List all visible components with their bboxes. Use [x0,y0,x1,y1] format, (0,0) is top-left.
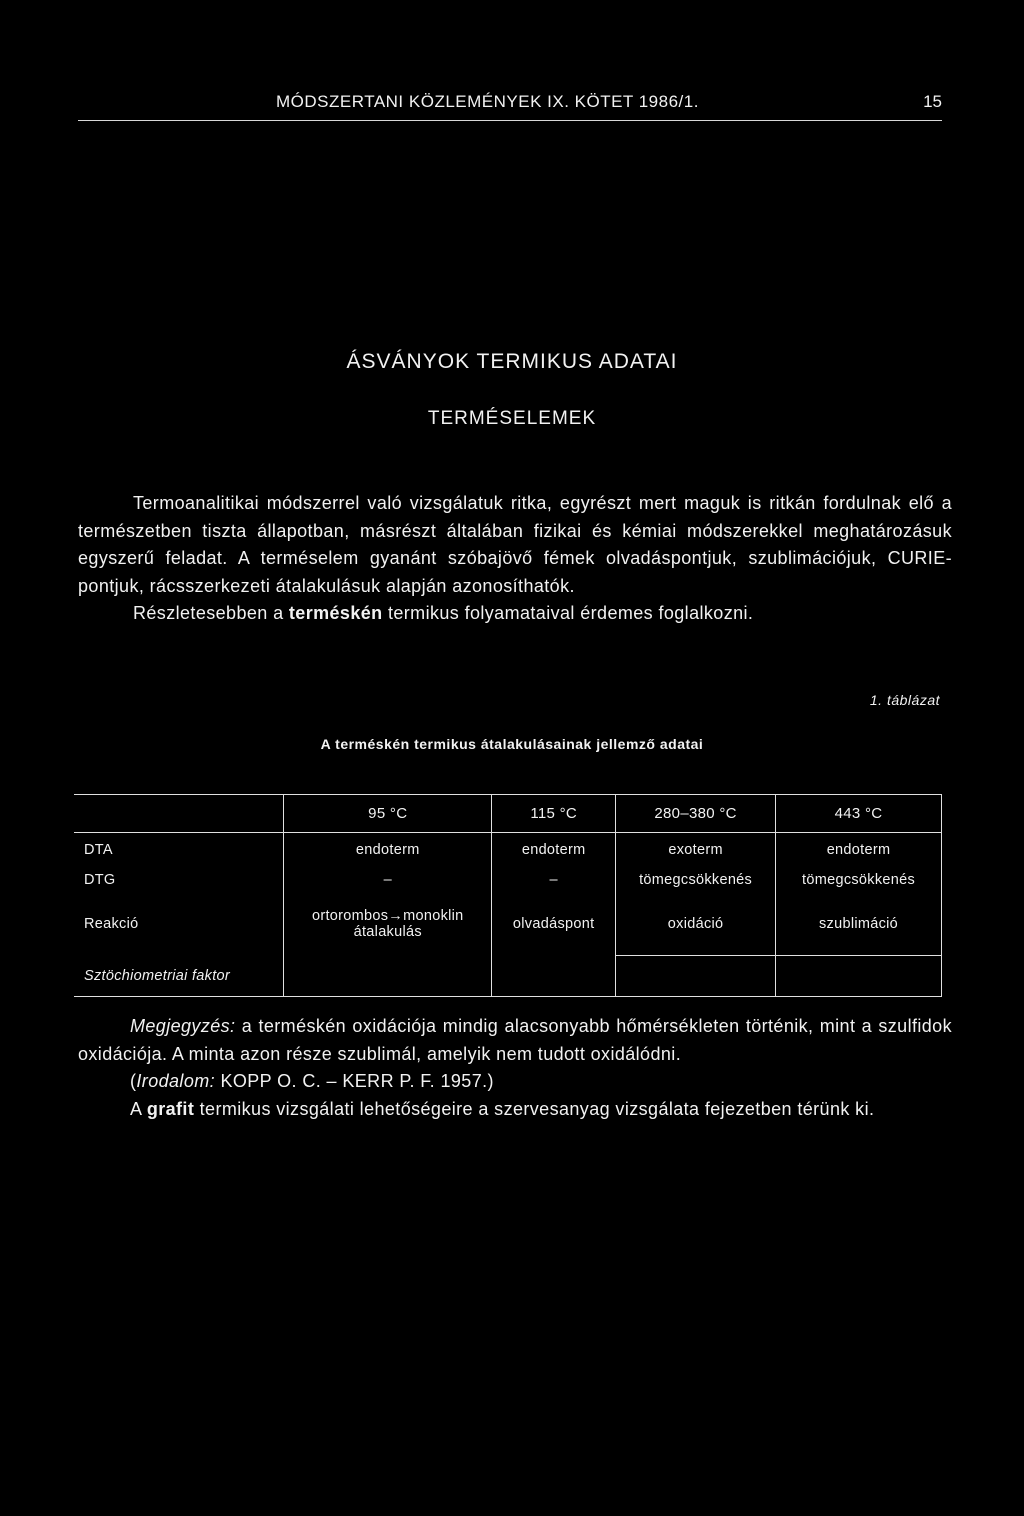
column-header: 443 °C [776,795,942,833]
graphite-end: termikus vizsgálati lehetőségeire a szervesanyag vizsgálata fejezetben térünk ki. [194,1098,875,1119]
reference-open: ( [130,1071,137,1091]
graphite-paragraph [78,1096,952,1124]
chapter-title: ÁSVÁNYOK TERMIKUS ADATAI [346,350,678,373]
thermal-data-table [74,794,942,997]
row-label: Reakció [84,916,139,933]
intro-p2-end: termikus folyamataival érdemes foglalkozni. [382,603,754,623]
row-label: DTA [84,842,113,858]
table-cell: tömegcsökkenés [616,867,776,893]
row-label: DTG [84,872,116,888]
note-body: a terméskén oxidációja mindig alacsonyabb hőmérsékleten történik, mint a szulfidok oxidációja. A minta azon része szublimál, amelyik nem tudott oxidálódni. [78,1016,952,1064]
table-row [74,867,942,893]
reference-paragraph [78,1068,952,1096]
intro-p2-bold: terméskén [288,603,383,623]
running-header [78,92,942,121]
table-cell [776,956,942,997]
journal-title: MÓDSZERTANI KÖZLEMÉNYEK IX. KÖTET 1986/1. [276,92,699,111]
table-cell: – [492,867,616,893]
section-title: TERMÉSELEMEK [427,408,597,429]
table-cell: tömegcsökkenés [776,867,942,893]
table-cell [492,956,616,997]
intro-text [78,490,952,628]
intro-p2-start: Részletesebben a [133,603,289,623]
reference-text: KOPP O. C. – KERR P. F. 1957.) [215,1071,494,1091]
column-header: 280–380 °C [616,795,776,833]
table-cell: ortorombos→monoklin átalakulás [284,893,492,956]
table-cell: – [284,867,492,893]
table-cell: szublimáció [776,893,942,956]
table-cell: exoterm [616,833,776,868]
table-cell [616,956,776,997]
graphite-start: A [130,1098,147,1119]
row-label: Sztöchiometriai faktor [74,956,284,997]
intro-paragraph-2 [78,600,952,628]
table-cell: endoterm [492,833,616,868]
intro-paragraph-1: Termoanalitikai módszerrel való vizsgálatuk ritka, egyrészt mert maguk is ritkán fordulnak elő a természetben tiszta állapotban, másrészt általában fizikai és kémiai módszerekkel meghatározásuk egyszerű feladat. A terméselem gyanánt szóbajövő fémek olvadáspontjuk, szublimációjuk, CURIE-pontjuk, rácsszerkezeti átalakulásuk alapján azonosíthatók. [78,493,952,596]
table-cell: olvadáspont [492,893,616,956]
graphite-bold: grafit [146,1098,195,1119]
column-header: 95 °C [284,795,492,833]
table-cell [284,956,492,997]
note-section [78,1013,952,1123]
page-number: 15 [923,92,942,111]
reference-label: Irodalom: [136,1071,216,1091]
note-label: Megjegyzés: [130,1016,236,1036]
table-title: A terméskén termikus átalakulásainak jellemző adatai [320,736,704,752]
table-caption: 1. táblázat [869,692,940,708]
column-header: 115 °C [492,795,616,833]
table-row [74,956,942,997]
table-cell: endoterm [284,833,492,868]
note-paragraph [78,1013,952,1068]
table-corner-cell [74,795,284,833]
table-row [74,833,942,868]
table-cell: endoterm [776,833,942,868]
table-header-row [74,795,942,833]
table-row [74,893,942,956]
table-cell: oxidáció [616,893,776,956]
